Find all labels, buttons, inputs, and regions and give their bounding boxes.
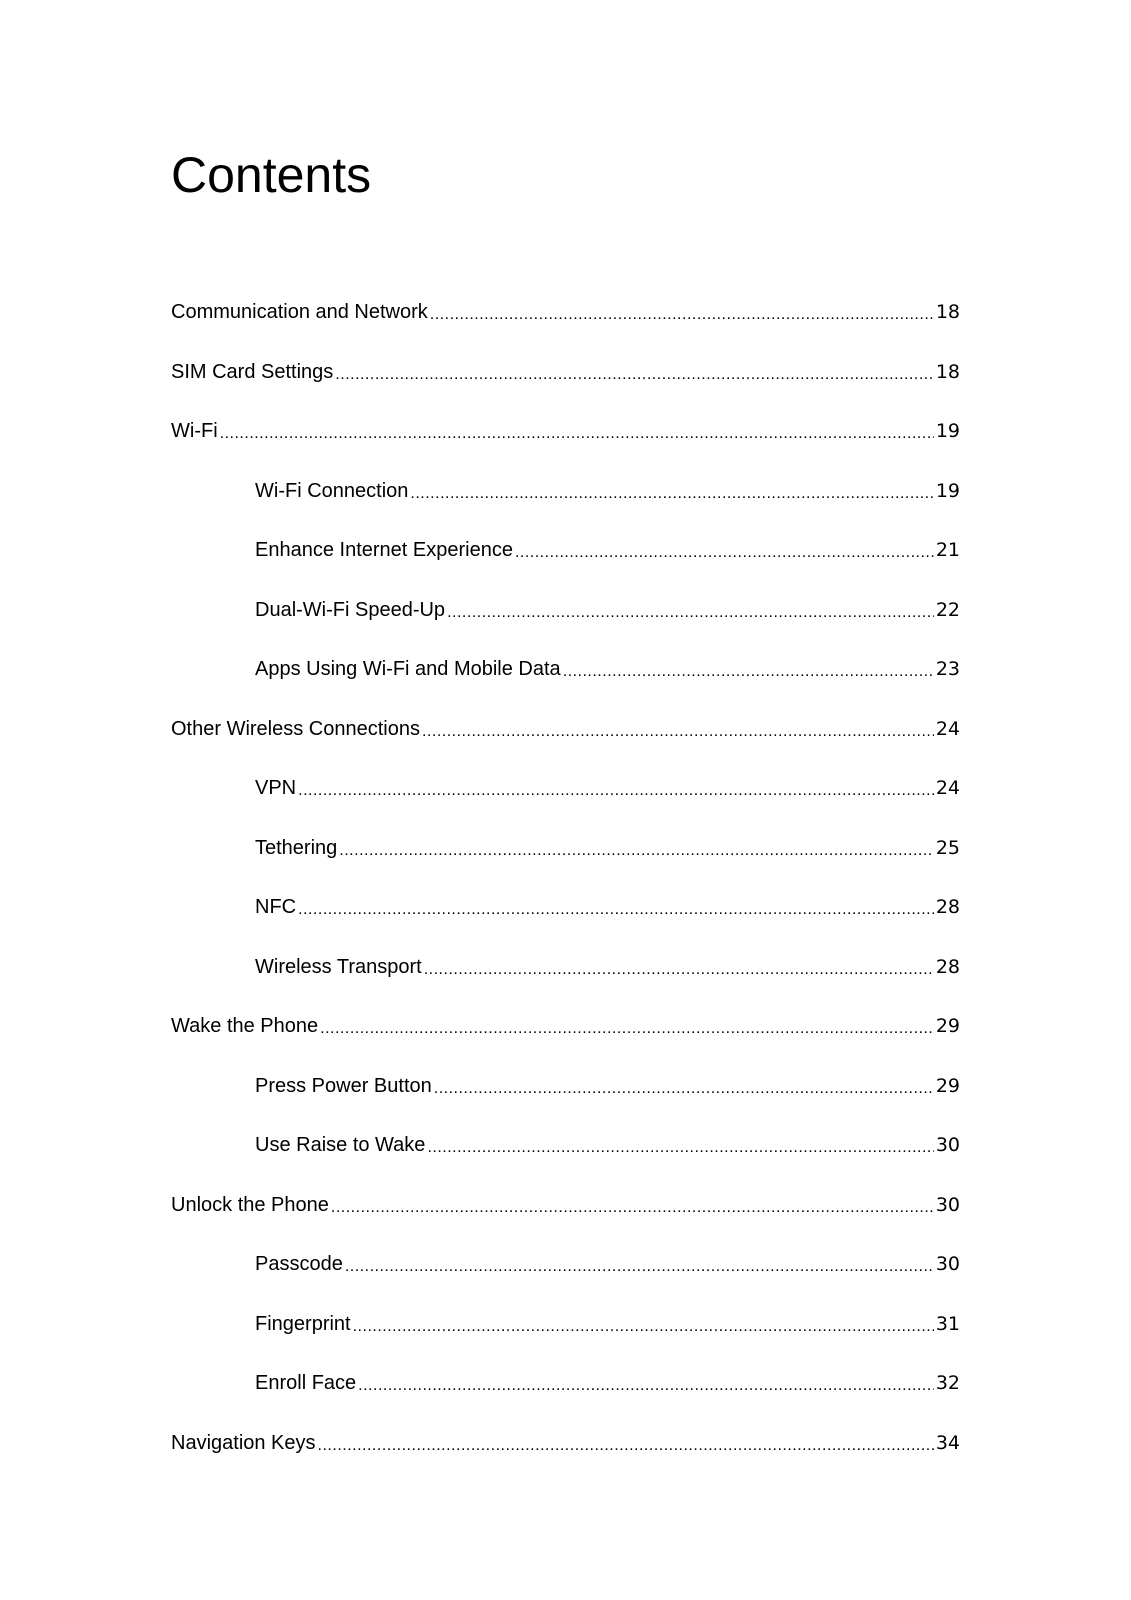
toc-subentry[interactable]: [171, 538, 960, 598]
toc-entry-title: Navigation Keys: [171, 1431, 316, 1454]
toc-subentry[interactable]: [171, 776, 960, 836]
toc-dot-leader: [331, 1193, 934, 1217]
toc-page-number: 31: [935, 1312, 960, 1335]
toc-entry-title: Tethering: [255, 836, 338, 859]
toc-page-number: 18: [935, 301, 960, 323]
toc-entry-title: Apps Using Wi-Fi and Mobile Data: [255, 658, 561, 680]
toc-page-number: 28: [935, 955, 960, 978]
toc-page-number: 18: [935, 360, 960, 383]
toc-page-number: 30: [935, 1134, 960, 1156]
toc-entry[interactable]: [171, 1014, 960, 1074]
toc-subentry[interactable]: [171, 836, 960, 896]
toc-entry-title: NFC: [255, 896, 297, 918]
toc-entry-title: Wi-Fi Connection: [255, 479, 409, 502]
toc-dot-leader: [220, 419, 934, 443]
toc-entry-title: VPN: [255, 777, 297, 799]
toc-entry-title: Unlock the Phone: [171, 1193, 329, 1216]
toc-subentry[interactable]: [171, 657, 960, 717]
toc-entry-title: Passcode: [255, 1253, 343, 1275]
toc-page-number: 21: [935, 539, 960, 561]
toc-dot-leader: [427, 1133, 933, 1157]
toc-dot-leader: [447, 598, 934, 622]
toc-subentry[interactable]: [171, 1133, 960, 1193]
toc-entry-title: Fingerprint: [255, 1312, 351, 1335]
toc-entry-title: Enroll Face: [255, 1372, 357, 1394]
toc-dot-leader: [358, 1371, 934, 1395]
toc-subentry[interactable]: [171, 598, 960, 658]
toc-subentry[interactable]: [171, 1312, 960, 1372]
toc-subentry[interactable]: [171, 1074, 960, 1134]
toc-page-number: 22: [935, 598, 960, 621]
toc-dot-leader: [424, 955, 934, 979]
toc-page-number: 23: [935, 658, 960, 680]
toc-entry-title: Press Power Button: [255, 1074, 432, 1097]
toc-entry[interactable]: [171, 300, 960, 360]
toc-dot-leader: [430, 300, 934, 324]
toc-page-number: 29: [935, 1015, 960, 1037]
toc-page-number: 19: [935, 420, 960, 442]
toc-entry-title: Wi-Fi: [171, 420, 218, 442]
toc-entry-title: Wake the Phone: [171, 1015, 319, 1037]
toc-entry[interactable]: [171, 1193, 960, 1253]
toc-dot-leader: [563, 657, 934, 681]
toc-dot-leader: [345, 1252, 934, 1276]
toc-page-number: 25: [935, 836, 960, 859]
toc-page-number: 30: [935, 1253, 960, 1275]
page-title: Contents: [171, 147, 372, 203]
toc-entry-title: Enhance Internet Experience: [255, 539, 513, 561]
toc-dot-leader: [422, 717, 934, 741]
toc-dot-leader: [410, 479, 933, 503]
toc-page-number: 28: [935, 896, 960, 918]
toc-entry[interactable]: [171, 360, 960, 420]
toc-page-number: 32: [935, 1372, 960, 1394]
toc-page-number: 24: [935, 717, 960, 740]
toc-page-number: 30: [935, 1193, 960, 1216]
toc-dot-leader: [320, 1014, 934, 1038]
toc-entry-title: Communication and Network: [171, 301, 428, 323]
toc-dot-leader: [298, 895, 934, 919]
toc-subentry[interactable]: [171, 1371, 960, 1431]
toc-subentry[interactable]: [171, 1252, 960, 1312]
toc-entry-title: Dual-Wi-Fi Speed-Up: [255, 598, 446, 621]
toc-entry-title: Wireless Transport: [255, 955, 422, 978]
toc-entry[interactable]: [171, 419, 960, 479]
toc-page-number: 19: [935, 479, 960, 502]
toc-entry-title: SIM Card Settings: [171, 360, 334, 383]
toc-dot-leader: [318, 1431, 934, 1455]
toc-dot-leader: [298, 776, 934, 800]
toc-entry-title: Other Wireless Connections: [171, 717, 420, 740]
toc-dot-leader: [335, 360, 934, 384]
toc-subentry[interactable]: [171, 479, 960, 539]
toc-entry[interactable]: [171, 717, 960, 777]
toc-subentry[interactable]: [171, 955, 960, 1015]
toc-dot-leader: [353, 1312, 934, 1336]
toc-entry[interactable]: [171, 1431, 960, 1491]
toc-page-number: 24: [935, 777, 960, 799]
toc-entry-title: Use Raise to Wake: [255, 1134, 426, 1156]
toc-dot-leader: [434, 1074, 934, 1098]
table-of-contents: [171, 300, 960, 1490]
toc-dot-leader: [515, 538, 934, 562]
toc-subentry[interactable]: [171, 895, 960, 955]
toc-dot-leader: [339, 836, 934, 860]
toc-page-number: 29: [935, 1074, 960, 1097]
toc-page-number: 34: [935, 1431, 960, 1454]
